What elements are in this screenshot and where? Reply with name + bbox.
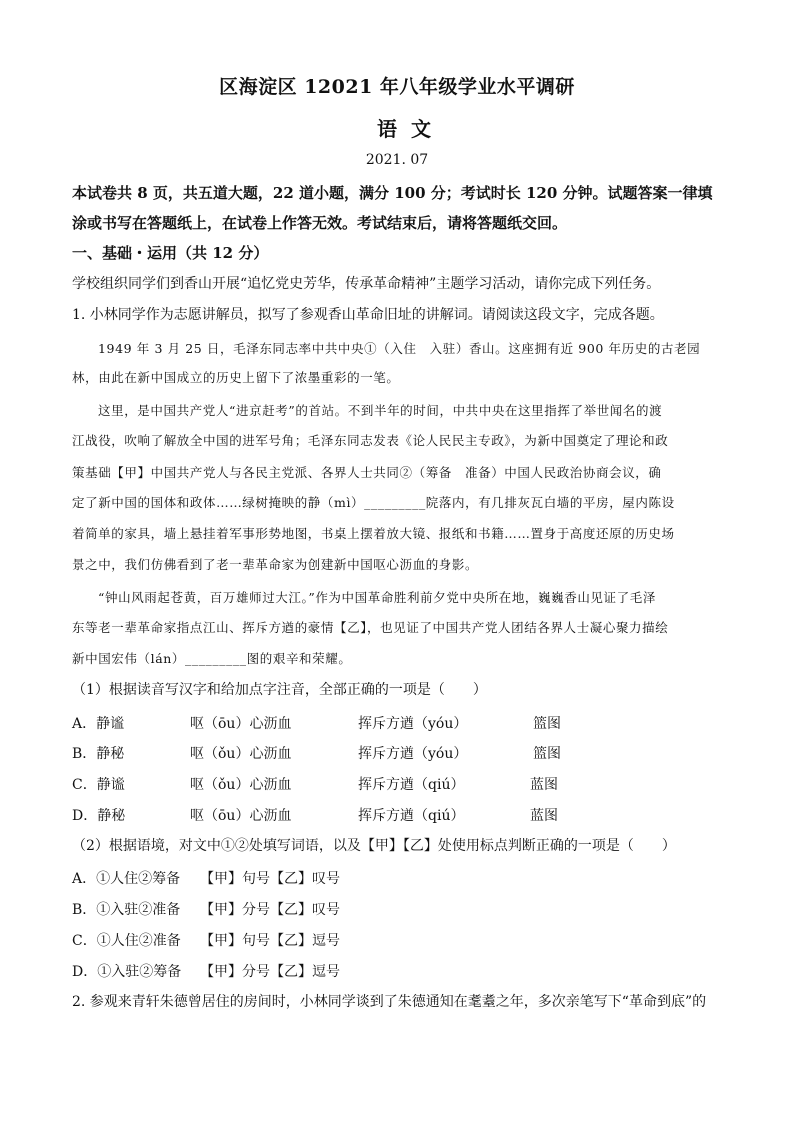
option-c-punct: 【甲】句号【乙】逗号 xyxy=(200,933,340,949)
option-c-3: 挥斥方遒（qiú） xyxy=(358,777,465,793)
subject-title: 语文 xyxy=(377,117,445,141)
passage-line: 江战役，吹响了解放全中国的进军号角；毛泽东同志发表《论人民民主专政》，为新中国奠定了理论和政 xyxy=(72,433,669,448)
option-a-2: 呕（ōu）心沥血 xyxy=(190,716,292,732)
option-d-3: 挥斥方遒（qiú） xyxy=(358,808,465,824)
section-heading: 一、基础・运用（共 12 分） xyxy=(72,244,269,262)
question-2-stem: 2. 参观来青轩朱德曾居住的房间时，小林同学谈到了朱德通知在耄耋之年，多次亲笔写下“革命到底”的 xyxy=(72,994,707,1010)
option-b-punct: 【甲】分号【乙】叹号 xyxy=(200,902,340,918)
option-a-punct: 【甲】句号【乙】叹号 xyxy=(200,871,340,887)
option-d-punct: 【甲】分号【乙】逗号 xyxy=(200,964,340,980)
option-d-2: 呕（ōu）心沥血 xyxy=(190,808,292,824)
passage-line: 着简单的家具，墙上悬挂着军事形势地图，书桌上摆着放大镜、报纸和书籍……置身于高度还原的历史场 xyxy=(72,526,675,541)
option-c-1: C．静谧 xyxy=(72,777,125,793)
option-b-words: B．①入驻②准备 xyxy=(72,902,181,918)
option-b-1: B．静秘 xyxy=(72,746,125,762)
option-c-4: 蓝图 xyxy=(530,777,558,793)
option-d-4: 蓝图 xyxy=(530,808,558,824)
instructions-line-2: 涂或书写在答题纸上，在试卷上作答无效。考试结束后，请将答题纸交回。 xyxy=(72,214,568,232)
question-1-1-stem: （1）根据读音写汉字和给加点字注音，全部正确的一项是（ ） xyxy=(72,682,487,698)
question-1-2-stem: （2）根据语境，对文中①②处填写词语，以及【甲】【乙】处使用标点判断正确的一项是（ ） xyxy=(72,838,676,854)
passage-line: 定了新中国的国体和政体……绿树掩映的静（mì）_________院落内，有几排灰瓦白墙的平房，屋内陈设 xyxy=(72,495,675,510)
option-a-1: A．静谧 xyxy=(72,716,125,732)
option-b-3: 挥斥方遒（yóu） xyxy=(358,746,468,762)
exam-title: 区海淀区 12021 年八年级学业水平调研 xyxy=(219,76,575,98)
passage-line: 景之中，我们仿佛看到了老一辈革命家为创建新中国呕心沥血的身影。 xyxy=(72,557,479,572)
option-a-words: A．①人住②筹备 xyxy=(72,871,181,887)
passage-line: 东等老一辈革命家指点江山、挥斥方遒的豪情【乙】，也见证了中国共产党人团结各界人士凝心聚力描绘 xyxy=(72,620,669,635)
passage-line: “钟山风雨起苍黄，百万雄师过大江。”作为中国革命胜利前夕党中央所在地，巍巍香山见证了毛泽 xyxy=(98,590,656,605)
passage-line: 策基础【甲】中国共产党人与各民主党派、各界人士共同②（筹备 准备）中国人民政治协商会议，确 xyxy=(72,465,662,480)
option-c-words: C．①人住②准备 xyxy=(72,933,181,949)
exam-date: 2021. 07 xyxy=(365,152,429,168)
option-b-2: 呕（ǒu）心沥血 xyxy=(190,746,292,762)
option-d-words: D．①入驻②筹备 xyxy=(72,964,182,980)
instructions-line-1: 本试卷共 8 页，共五道大题，22 道小题，满分 100 分；考试时长 120 分钟。试题答案一律填 xyxy=(72,184,713,202)
passage-line: 新中国宏伟（lán）_________图的艰辛和荣耀。 xyxy=(72,651,352,666)
passage-line: 1949 年 3 月 25 日，毛泽东同志率中共中央①（入住 入驻）香山。这座拥有近 900 年历史的古老园 xyxy=(98,341,701,356)
option-d-1: D．静秘 xyxy=(72,808,126,824)
passage-line: 林，由此在新中国成立的历史上留下了浓墨重彩的一笔。 xyxy=(72,370,400,385)
section-intro: 学校组织同学们到香山开展“追忆党史芳华，传承革命精神”主题学习活动，请你完成下列任务。 xyxy=(72,276,661,292)
option-c-2: 呕（ǒu）心沥血 xyxy=(190,777,292,793)
option-a-4: 篮图 xyxy=(533,716,561,732)
question-1-stem: 1. 小林同学作为志愿讲解员，拟写了参观香山革命旧址的讲解词。请阅读这段文字，完成各题。 xyxy=(72,307,664,323)
passage-line: 这里，是中国共产党人“进京赶考”的首站。不到半年的时间，中共中央在这里指挥了举世闻名的渡 xyxy=(98,403,663,418)
option-a-3: 挥斥方遒（yóu） xyxy=(358,716,468,732)
option-b-4: 篮图 xyxy=(533,746,561,762)
